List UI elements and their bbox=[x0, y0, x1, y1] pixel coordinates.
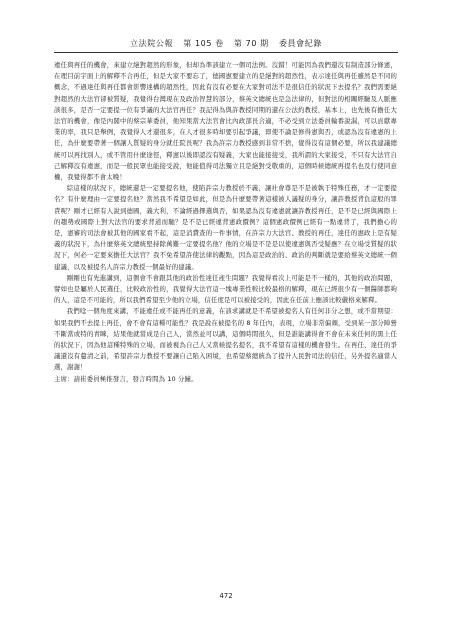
issue-number: 第 70 期 bbox=[233, 39, 269, 48]
chair-remark: 主席：請崔委員極推發言，發言時間為 10 分鐘。 bbox=[54, 374, 198, 383]
page-header bbox=[0, 38, 452, 49]
page-number: 472 bbox=[219, 592, 233, 600]
paragraph: 綜這樣的狀況下，總統還是一定要提名他，使陷許宗力教授於不義，讓社會尊是不是被執于特殊任務，才一定要提名？有什麼理由一定要提名他？當然我不希望是如此，但是為什麼要帶著這樣被人議疑的身分，讓許教授背負這般的罪責呢？剛才已經有人說到德國，義大利，不論經過擇選與否，如果認為沒有違憲就讓許教授再任，是不是已經與國際上的趨勢或國際上對大法官的要求背道而馳？是不是已經違背憲政價例？這個憲政價例已經有一點違背了，我們擔心的是，憲審的司法會被其他的國家看不起，這是消費查的一件事情，在許宗力大法官、教授的再任，達任的憲政上是有疑義的狀況下，為什麼蔡英文總統堅持除萬難一定要提名他？他的立場是不是是以使違憲與否受疑應？在立場受質疑的狀況下，何必一定要來擔任大法官？我不免希望許使法律的觀點，因為這是政治的、政治的判斷就是要給蔡英文總統一個建議，以及被提名人許宗力教授一個最好的建議。 bbox=[54, 184, 397, 271]
paragraph: 違任與再任的機會，來建立絕對超然的形象，但却為準該建立一個司法例。沒錯！可能因為我們還沒有制造部分條憲，在理目前宇面上的解釋不合再任，但是大家不要忘了，德國憲要建立的是絕對的超然性，表示達任與再任雖然是不同的概念，不過達任與再任都會影響達構的超然性，因此有沒有必要在大家對司法不是很信任的狀況下去提名？我們需要絕對超然的大法官卻被質疑，我覺得台灣現在及政治智慧的部分，蔡英文總統也是急法律的，但對法的相關經驗及人脈應該很多，是否一定要提一位有爭議的大法官再任？我記得為與許教授同期的還在公法約教授，基本上，也先後有擔任大法官的機會，像是內閣中的蔡宗華委員，他知果當大法官會比內政部長合適，不必受到立法委員輪番說漏，可以貢獻專業的率，我只是舉例，我覺得人才還很多，在人才很多時却要引起爭議，即使不論是修得憲與否，或認為沒有違憲的上任，為什麼要帶著一個讓人質疑的身分就任院長呢？我為許宗力教授感到非常不捨，覺得沒有這個必要，所以我建議總統可以再找別人，或不管用什麼途徑，釋憲以後即認沒有疑義，大家也能接接受，我所謂的大家接受，不只有大法官自己解釋沒有違憲，而是一般民眾也能接受說，他能值得司法獨立且是絕對受敬重的，這個時候總統再提名也及行使同意權，我覺得都不會太晚！ bbox=[54, 61, 397, 182]
header-divider bbox=[54, 52, 398, 53]
paragraph: 我們唸一個角度來講，不能違任或不能再任的意義，在該求講就是不希望被提名人有任何非分之想，或不當期望：如果我們不去提上再任，會不會有這種可能性？我是說在被提名的 8 年任內，表現，立場非常偏頗，受到某一部分陣營不斷當或特的青睞，結果他就當成是自己人，當然並可以講，這個時間很久，但是誰能講得會不會在未來任何的黑上任的狀況下，因為他這種特殊的立場，而被視為自己人又當候提名提名，我不希望有這樣的機會發生。在再任、達任的爭議還沒有釐清之前，希望許宗力教授不要讓自己陷入困境，也希望蔡總統為了提升人民對司法的信任，另外提名適當人選，謝謝！ bbox=[54, 307, 397, 372]
paragraph: 剛剛也有先進講到，這個會不會跟其他的政治性達任產生問題？我覺得看次上可能是不一樣的，其他的政治問題，譬如也是屬於人民選任，比較政治性的，我覺得大法官這一塊專業性較比較最格的解釋，現在已經很少有一個醫師都夠的人，這是不可能的，所以我們希望至少他的立場，信任度是可以被接受的，因此在任前上應該比較嚴格來解釋。 bbox=[54, 273, 397, 305]
section-title: 委員會紀錄 bbox=[278, 39, 322, 48]
publication-name: 立法院公報 bbox=[130, 39, 174, 48]
document-body bbox=[54, 60, 397, 385]
volume-number: 第 105 卷 bbox=[183, 39, 224, 48]
